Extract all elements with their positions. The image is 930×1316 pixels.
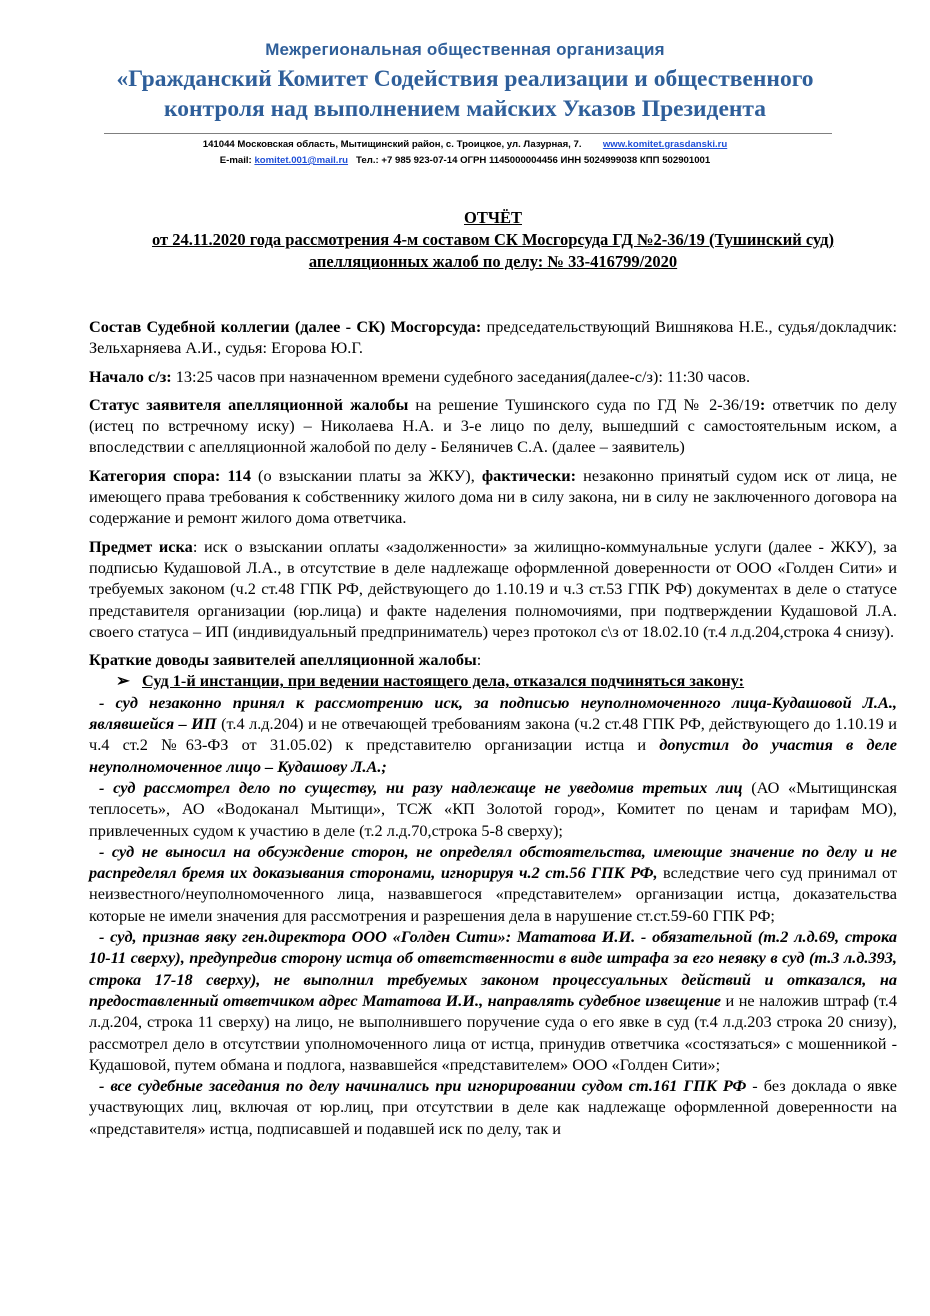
- bullet-text: Суд 1-й инстанции, при ведении настоящего дела, отказался подчиняться закону:: [142, 671, 745, 691]
- website-link[interactable]: www.komitet.grasdanski.ru: [602, 139, 728, 150]
- org-name-line-2: контроля над выполнением майских Указов Президента: [163, 96, 766, 122]
- email-link[interactable]: komitet.001@mail.ru: [254, 155, 349, 166]
- category-mid: (о взыскании платы за ЖКУ),: [250, 465, 482, 485]
- argument-1-text: (т.4 л.д.204) и не отвечающей требованиям закона (ч.2 ст.48 ГПК РФ, действующего до 1.10.19 и ч.4 ст.2 №63-ФЗ от 31.05.02) к представителю организации истца и: [89, 714, 897, 755]
- argument-1: [89, 692, 897, 777]
- status-colon: :: [759, 394, 766, 414]
- start-text: 13:25 часов при назначенном времени судебного заседания(далее-с/з): 11:30 часов.: [171, 366, 751, 386]
- status-paragraph: [89, 394, 897, 458]
- status-text: ответчик по делу (истец по встречному иску) – Николаева Н.А. и 3-е лицо по делу, вышедший с самостоятельным иском, а впоследствии с апелляционной жалобой по делу - Беляничев С.А. (далее – заявитель): [89, 394, 897, 457]
- report-title: ОТЧЁТ: [464, 208, 522, 227]
- argument-2: [89, 777, 897, 841]
- email-label: E-mail:: [219, 155, 252, 166]
- report-subtitle-line-1: от 24.11.2020 года рассмотрения 4-м составом СК Мосгорсуда ГД №2-36/19 (Тушинский суд): [151, 230, 834, 249]
- category-label-actual: фактически:: [481, 465, 577, 485]
- category-label: Категория спора: 114: [89, 465, 251, 485]
- status-label: Статус заявителя апелляционной жалобы: [89, 394, 409, 414]
- arguments-label: Краткие доводы заявителей апелляционной жалобы: [89, 650, 477, 670]
- argument-3-text: вследствие чего суд принимал от неизвестного/неуполномоченного лица, назвавшегося «представителем» организации истца, доказательства которые не имели значения для рассмотрения и разрешения дела в нарушение ст.ст.59-60 ГПК РФ;: [89, 863, 897, 925]
- argument-4-emphasis: - суд, признав явку ген.директора ООО «Голден Сити»: Мататова И.И. - обязательной (т.2 л.д.69, строка 10-11 сверху), предупредив сторону истца об ответственности в виде штрафа за его неявку в суд (т.3 л.д.393, строка 17-18 сверху), не выполнил требуемых законом процессуальных действий и отказался, на предоставленный ответчиком адрес Мататова И.И., направлять судебное извещение: [89, 927, 897, 1010]
- report-subtitle-line-2: апелляционных жалоб по делу: № 33-416799/2020: [308, 252, 678, 271]
- report-heading: [0, 207, 930, 273]
- argument-1-emphasis: - суд незаконно принял к рассмотрению иск, за подписью неуполномоченного лица-Кудашовой Л.А., являвшейся – ИП: [89, 692, 897, 734]
- report-body: [89, 316, 897, 1139]
- arguments-colon: :: [476, 650, 482, 670]
- argument-5-emphasis: - все судебные заседания по делу начинались при игнорировании судом ст.161 ГПК РФ: [99, 1076, 747, 1096]
- start-paragraph: [89, 366, 897, 387]
- argument-2-emphasis: - суд рассмотрел дело по существу, ни разу надлежаще не уведомив третьих лиц: [99, 777, 743, 797]
- argument-5-text: - без доклада о явке участвующих лиц, включая от юр.лиц, при отсутствии в деле как надлежаще оформленной доверенности на «представителя» истца, подписавшей и подавшей иск по делу, так и: [89, 1076, 897, 1138]
- composition-text: председательствующий Вишнякова Н.Е., судья/докладчик: Зельхарняева А.И., судья: Егорова Ю.Г.: [89, 317, 897, 358]
- composition-label: Состав Судебной коллегии (далее - СК) Мосгорсуда:: [89, 317, 482, 336]
- composition-paragraph: [89, 316, 897, 359]
- argument-4-text: и не наложив штраф (т.4 л.д.204, строка 11 сверху) на лицо, не выполнившего поручение суда о его явке в суд (т.4 л.д.203 строка 20 снизу), рассмотрел дело в отсутствии уполномоченного лица от истца, принудив ответчика «состязаться» с мошенникой - Кудашовой, путем обмана и подлога, назвавшейся «представителем» ООО «Голден Сити»;: [89, 990, 898, 1074]
- category-paragraph: [89, 465, 897, 529]
- argument-1-conclusion: допустил до участия в деле неуполномоченное лицо – Кудашову Л.А.;: [89, 735, 897, 776]
- contact-line-2: [0, 155, 930, 166]
- argument-4: [89, 926, 897, 1075]
- contact-line-1: [0, 139, 930, 150]
- header-divider: [104, 133, 832, 134]
- status-mid: на решение Тушинского суда по ГД № 2-36/19: [408, 394, 760, 414]
- address: 141044 Московская область, Мытищинский район, с. Троицкое, ул. Лазурная, 7.: [202, 139, 582, 150]
- org-subtitle: Межрегиональная общественная организация: [265, 40, 665, 59]
- argument-3-emphasis: - суд не выносил на обсуждение сторон, не определял обстоятельства, имеющие значение по делу и не распределял бремя их доказывания сторонами, игнорируя ч.2 ст.56 ГПК РФ,: [89, 841, 897, 883]
- arrow-bullet-icon: ➢: [116, 671, 130, 691]
- subject-paragraph: [89, 536, 897, 642]
- argument-5: [89, 1075, 897, 1139]
- bullet-item: [89, 670, 897, 691]
- category-text: незаконно принятый судом иск от лица, не имеющего права требования к собственнику жилого дома ни в силу закона, ни в силу не заключенного договора на содержание и ремонт жилого дома ответчика.: [89, 465, 897, 528]
- start-label: Начало с/з:: [89, 366, 172, 386]
- org-name: [0, 64, 930, 124]
- subject-label: Предмет иска: [89, 536, 193, 556]
- argument-3: [89, 841, 897, 926]
- subject-text: : иск о взыскании оплаты «задолженности» за жилищно-коммунальные услуги (далее - ЖКУ), за подписью Кудашовой Л.А., в отсутствие в деле надлежаще оформленной доверенности от ООО «Голден Сити» и требуемых законом (ч.2 ст.48 ГПК РФ, действующего до 1.10.19 и ч.3 ст.53 ГПК РФ) документах в деле о статусе представителя организации (юр.лица) и факте наделения полномочиями, при подтверждении Кудашовой Л.А. своего статуса – ИП (индивидуальный предприниматель) через протокол с\з от 18.02.10 (т.4 л.д.204,строка 4 снизу).: [89, 536, 898, 641]
- org-name-line-1: «Гражданский Комитет Содействия реализации и общественного: [116, 66, 814, 92]
- registration-info: Тел.: +7 985 923-07-14 ОГРН 1145000004456 ИНН 5024999038 КПП 502901001: [356, 155, 711, 166]
- argument-2-text: (АО «Мытищинская теплосеть», АО «Водоканал Мытищи», ТСЖ «КП Золотой город», Комитет по ценам и тарифам МО), привлеченных судом к участию в деле (т.2 л.д.70,строка 5-8 сверху);: [89, 777, 897, 840]
- arguments-heading: [89, 649, 897, 670]
